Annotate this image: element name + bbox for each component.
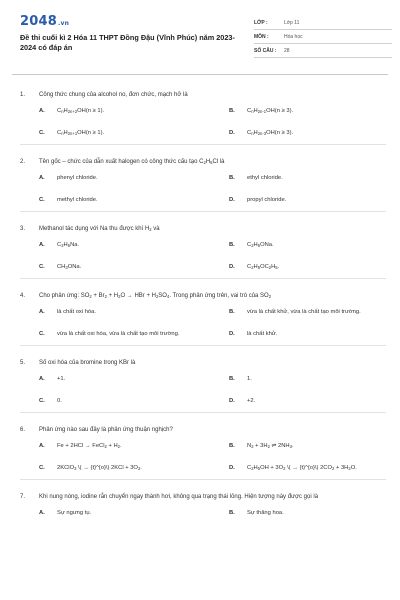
question-item [20, 413, 386, 480]
question-number: 7. [20, 494, 26, 500]
option-text: $C_nH_{2n-3}OH(n \ge 3)$. [247, 129, 294, 136]
question-stem [20, 480, 386, 502]
option-letter: D. [229, 398, 235, 404]
option-letter: C. [39, 398, 45, 404]
answer-option[interactable] [229, 457, 400, 479]
option-text: +2. [247, 398, 256, 404]
question-stem [20, 78, 386, 100]
option-text: $C_nH_{2n+2}OH(n \ge 1)$. [57, 107, 105, 114]
question-text: Phản ứng nào sau đây là phản ứng thuận nghịch? [39, 427, 173, 433]
answer-option[interactable] [39, 368, 227, 390]
option-text: 2KClO$_3$ \( → {t}^{o}\) $2KCl + 3O_2$. [57, 464, 142, 471]
option-text: 1. [247, 376, 252, 382]
answer-options [20, 435, 386, 479]
answer-option[interactable] [229, 234, 400, 256]
question-number: 5. [20, 360, 26, 366]
option-text: Fe + 2HCl → FeCl$_2$ + $H_2$. [57, 442, 122, 449]
answer-option[interactable] [39, 502, 227, 524]
meta-label: SỐ CÂU : [254, 47, 277, 54]
answer-option[interactable] [39, 457, 227, 479]
answer-option[interactable] [39, 100, 227, 122]
question-text: Tên gốc – chức của dẫn xuất halogen có công thức cấu tạo $C_2H_5Cl$ là [39, 159, 225, 165]
answer-option[interactable] [39, 323, 227, 345]
option-letter: D. [229, 130, 235, 136]
option-text: methyl chloride. [57, 197, 98, 203]
question-item [20, 212, 386, 279]
answer-options [20, 100, 386, 144]
question-list [20, 78, 386, 524]
site-logo[interactable] [20, 14, 69, 29]
option-text: vừa là chất oxi hóa, vừa là chất tạo môi trường. [57, 331, 180, 337]
option-letter: D. [229, 197, 235, 203]
answer-option[interactable] [39, 234, 227, 256]
answer-option[interactable] [229, 368, 400, 390]
option-text: $C_nH_{2n-1}OH(n \ge 3)$. [247, 107, 294, 114]
option-letter: A. [39, 242, 45, 248]
option-letter: C. [39, 130, 45, 136]
option-letter: B. [229, 242, 235, 248]
option-letter: B. [229, 309, 235, 315]
option-letter: A. [39, 309, 45, 315]
option-text: $N_2 + 3H_2$ ⇌ $2NH_3$. [247, 442, 294, 449]
option-text: $C_2H_5ONa$. [247, 241, 274, 248]
document-header [20, 14, 390, 70]
option-letter: B. [229, 510, 235, 516]
meta-label: MÔN : [254, 33, 269, 40]
question-text: Công thức chung của alcohol no, đơn chức, mạch hở là [39, 92, 188, 98]
exam-title: Đề thi cuối kì 2 Hóa 11 THPT Đồng Đậu (Vĩnh Phúc) năm 2023-2024 có đáp án [20, 33, 235, 52]
question-item [20, 480, 386, 524]
option-letter: B. [229, 108, 235, 114]
option-letter: D. [229, 331, 235, 337]
option-letter: C. [39, 331, 45, 337]
answer-option[interactable] [229, 100, 400, 122]
question-number: 4. [20, 293, 26, 299]
option-text: $C_2H_5Na$. [57, 241, 80, 248]
option-text: Sự thăng hoa. [247, 510, 284, 516]
answer-option[interactable] [229, 167, 400, 189]
answer-option[interactable] [229, 301, 400, 323]
option-letter: A. [39, 376, 45, 382]
exam-meta-table [254, 16, 392, 58]
answer-option[interactable] [39, 301, 227, 323]
option-text: $C_2H_5OH + 3O_2$ \( → {t}^{o}\) $2CO_2 + 3H_2O$. [247, 464, 357, 471]
question-text: Methanol tác dụng với Na thu được khí $H_2$ và [39, 226, 160, 232]
meta-value: Lớp 11 [284, 19, 300, 26]
option-text: ethyl chloride. [247, 175, 283, 181]
answer-options [20, 234, 386, 278]
option-text: Sự ngưng tụ. [57, 510, 92, 516]
answer-options [20, 167, 386, 211]
answer-option[interactable] [39, 167, 227, 189]
option-letter: A. [39, 175, 45, 181]
option-letter: A. [39, 443, 45, 449]
meta-row-subject [254, 30, 392, 44]
question-text: Số oxi hóa của bromine trong KBr là [39, 360, 136, 366]
logo-text: 2048 [20, 14, 57, 29]
question-item [20, 78, 386, 145]
header-divider [12, 74, 388, 75]
option-text: vừa là chất khử, vừa là chất tạo môi trường. [247, 309, 361, 315]
answer-option[interactable] [39, 435, 227, 457]
option-letter: C. [39, 465, 45, 471]
option-letter: A. [39, 108, 45, 114]
answer-option[interactable] [229, 323, 400, 345]
option-text: là chất khử. [247, 331, 278, 337]
question-number: 1. [20, 92, 26, 98]
answer-option[interactable] [39, 122, 227, 144]
option-letter: D. [229, 264, 235, 270]
answer-option[interactable] [229, 122, 400, 144]
option-text: propyl chloride. [247, 197, 287, 203]
option-text: phenyl chloride. [57, 175, 98, 181]
question-text: Cho phản ứng: $SO_2 + Br_2 + H_2O$ → HBr + $H_2SO_4$. Trong phản ứng trên, vai trò của $SO_2$ [39, 293, 272, 299]
question-item [20, 279, 386, 346]
meta-row-class [254, 16, 392, 30]
answer-options [20, 502, 386, 524]
option-letter: D. [229, 465, 235, 471]
question-stem [20, 145, 386, 167]
option-letter: C. [39, 197, 45, 203]
option-text: 0. [57, 398, 62, 404]
answer-option[interactable] [39, 256, 227, 278]
meta-value: Hóa học [284, 33, 303, 40]
question-item [20, 145, 386, 212]
answer-option[interactable] [229, 256, 400, 278]
answer-option[interactable] [39, 390, 227, 412]
option-letter: B. [229, 376, 235, 382]
logo-suffix: .vn [57, 20, 70, 27]
question-number: 2. [20, 159, 26, 165]
question-text: Khi nung nóng, iodine rắn chuyển ngay thành hơi, không qua trạng thái lỏng. Hiện tượng này được gọi là [39, 494, 319, 500]
answer-options [20, 301, 386, 345]
question-stem [20, 346, 386, 368]
option-letter: C. [39, 264, 45, 270]
meta-label: LỚP : [254, 19, 268, 26]
answer-option[interactable] [39, 189, 227, 211]
option-text: $CH_3ONa$. [57, 263, 82, 270]
question-item [20, 346, 386, 413]
option-text: $C_2H_5OC_2H_5$. [247, 263, 280, 270]
answer-option[interactable] [229, 502, 400, 524]
option-letter: B. [229, 443, 235, 449]
question-stem [20, 212, 386, 234]
option-letter: B. [229, 175, 235, 181]
answer-option[interactable] [229, 435, 400, 457]
question-number: 6. [20, 427, 26, 433]
question-stem [20, 413, 386, 435]
answer-option[interactable] [229, 390, 400, 412]
question-number: 3. [20, 226, 26, 232]
option-text: là chất oxi hóa. [57, 309, 96, 315]
meta-value: 28 [284, 47, 290, 54]
meta-row-question-count [254, 44, 392, 58]
question-stem [20, 279, 386, 301]
option-text: +1. [57, 376, 66, 382]
answer-options [20, 368, 386, 412]
option-letter: A. [39, 510, 45, 516]
option-text: $C_nH_{2n+1}OH(n \ge 1)$. [57, 129, 105, 136]
answer-option[interactable] [229, 189, 400, 211]
